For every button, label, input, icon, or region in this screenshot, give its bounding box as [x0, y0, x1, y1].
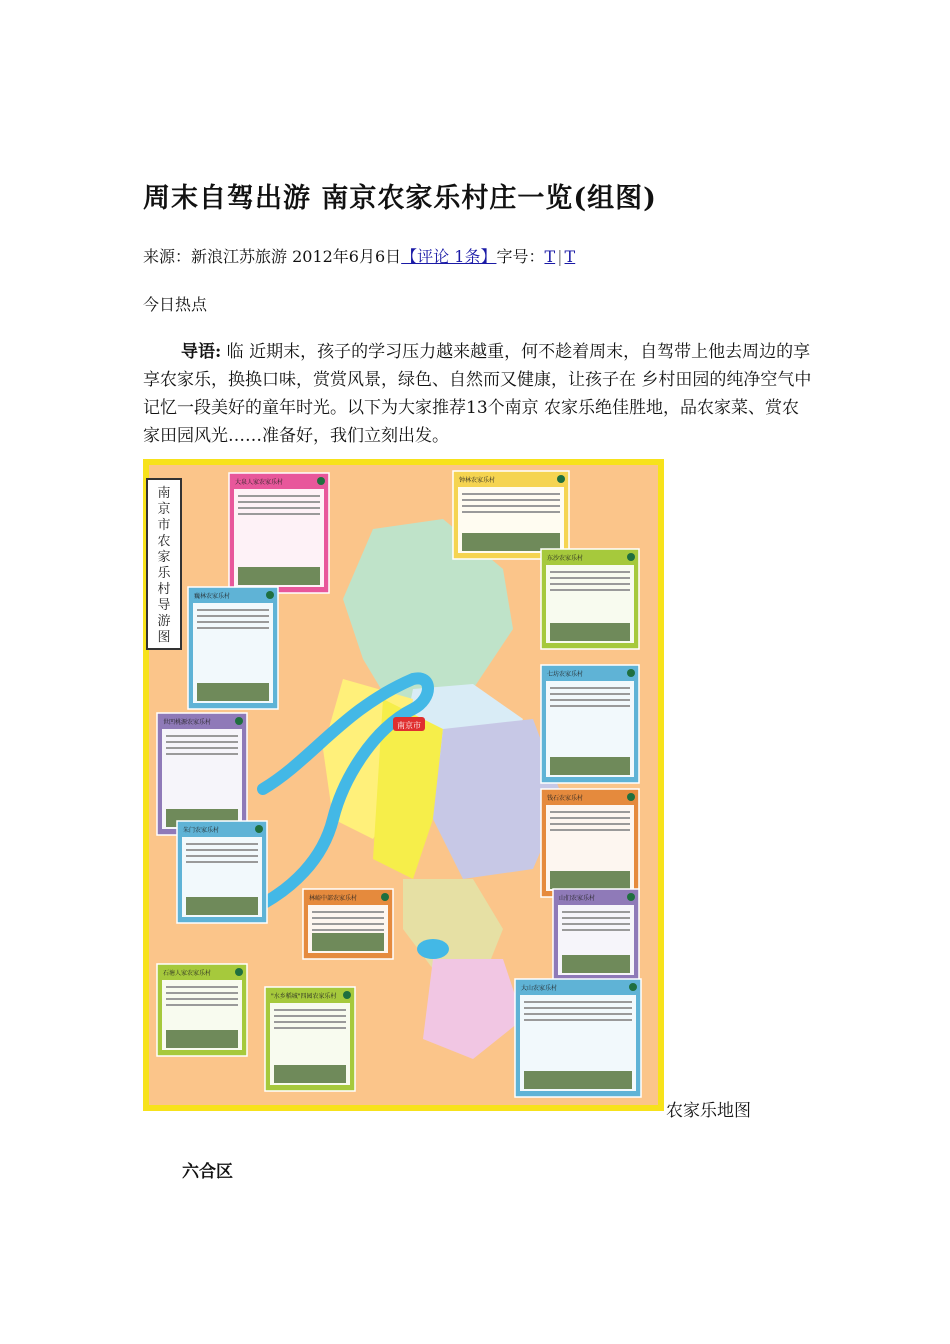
map-village-box — [515, 979, 641, 1097]
map-village-box — [177, 821, 267, 923]
font-size-large-link[interactable]: T — [544, 247, 556, 266]
map-title-char: 导 — [157, 598, 171, 613]
map-pin-icon — [235, 717, 243, 725]
map-pin-icon — [627, 893, 635, 901]
font-size-label: 字号： — [496, 247, 545, 266]
map-pin-icon — [235, 968, 243, 976]
article-title: 周末自驾出游 南京农家乐村庄一览(组图) — [143, 183, 657, 214]
map-village-label: 大泉人家农家乐村 — [235, 479, 284, 486]
map-pin-icon — [317, 477, 325, 485]
hot-topics-label: 今日热点 — [143, 295, 208, 314]
lead-paragraph — [143, 338, 815, 450]
map-title-char: 图 — [157, 630, 171, 645]
map-pin-icon — [255, 825, 263, 833]
map-village-label: 朱门农家乐村 — [183, 827, 220, 834]
article-meta — [143, 244, 575, 267]
map-village-label: 山们农家乐村 — [559, 895, 596, 902]
map-pin-icon — [343, 991, 351, 999]
font-size-separator: | — [557, 247, 563, 266]
map-pin-icon — [557, 475, 565, 483]
city-label: 南京市 — [397, 721, 421, 730]
map-title-char: 乐 — [157, 566, 171, 581]
map-pin-icon — [266, 591, 274, 599]
comment-link[interactable]: 【评论 1条】 — [401, 247, 497, 266]
map-pin-icon — [627, 793, 635, 801]
map-village-label: "水乡稻城"四园农家乐村 — [271, 993, 337, 1000]
map-village-box — [157, 713, 247, 835]
lake — [417, 939, 449, 959]
map-village-box — [303, 889, 393, 959]
map-village-box — [229, 473, 329, 593]
map-village-label: 东沙农家乐村 — [547, 555, 584, 562]
map-village-label: 大山农家乐村 — [521, 985, 558, 992]
map-title-char: 市 — [157, 518, 171, 533]
map-village-label: 世凹桃源农家乐村 — [163, 719, 212, 726]
map-title-char: 南 — [157, 486, 171, 501]
meta-source: 来源：新浪江苏旅游 2012年6月6日 — [143, 247, 402, 266]
map-village-label: 林峪中部农家乐村 — [309, 895, 358, 902]
map-pin-icon — [627, 553, 635, 561]
map-village-label: 石塘人家农家乐村 — [163, 970, 212, 977]
map-illustration — [143, 459, 664, 1111]
map-village-box — [541, 789, 639, 897]
map-pin-icon — [381, 893, 389, 901]
section-heading: 六合区 — [182, 1162, 233, 1182]
map-village-label: 钟林农家乐村 — [459, 477, 496, 484]
map-village-box — [453, 471, 569, 559]
map-village-box — [541, 549, 639, 649]
lead-label: 导语: — [181, 342, 222, 362]
map-village-label: 巍林农家乐村 — [194, 593, 231, 600]
font-size-small-link[interactable]: T — [564, 247, 576, 266]
map-village-box — [188, 587, 278, 709]
lead-text: 临 近期末，孩子的学习压力越来越重，何不趁着周末，自驾带上他去周边的享享农家乐，换换口味，赏赏风景，绿色、自然而又健康，让孩子在 乡村田园的纯净空气中记忆一段美好的童年时光。以下为大家推荐13个南京 农家乐绝佳胜地，品农家菜、赏农家田园风光……准备好，我们立刻出发。 — [143, 342, 812, 446]
image-caption: 农家乐地图 — [666, 1101, 751, 1121]
map-village-box — [541, 665, 639, 783]
map-title-char: 村 — [157, 582, 171, 597]
map-pin-icon — [627, 669, 635, 677]
map-village-label: 钱石农家乐村 — [547, 795, 584, 802]
map-title-char: 京 — [157, 502, 171, 517]
map-village-box — [553, 889, 639, 981]
map-title-char: 家 — [157, 550, 171, 565]
map-village-box — [265, 987, 355, 1091]
map-title-char: 农 — [157, 534, 171, 549]
map-title-char: 游 — [157, 614, 171, 629]
farm-stay-map-image — [143, 459, 664, 1111]
map-pin-icon — [629, 983, 637, 991]
map-village-label: 七坊农家乐村 — [547, 671, 584, 678]
map-village-box — [157, 964, 247, 1056]
